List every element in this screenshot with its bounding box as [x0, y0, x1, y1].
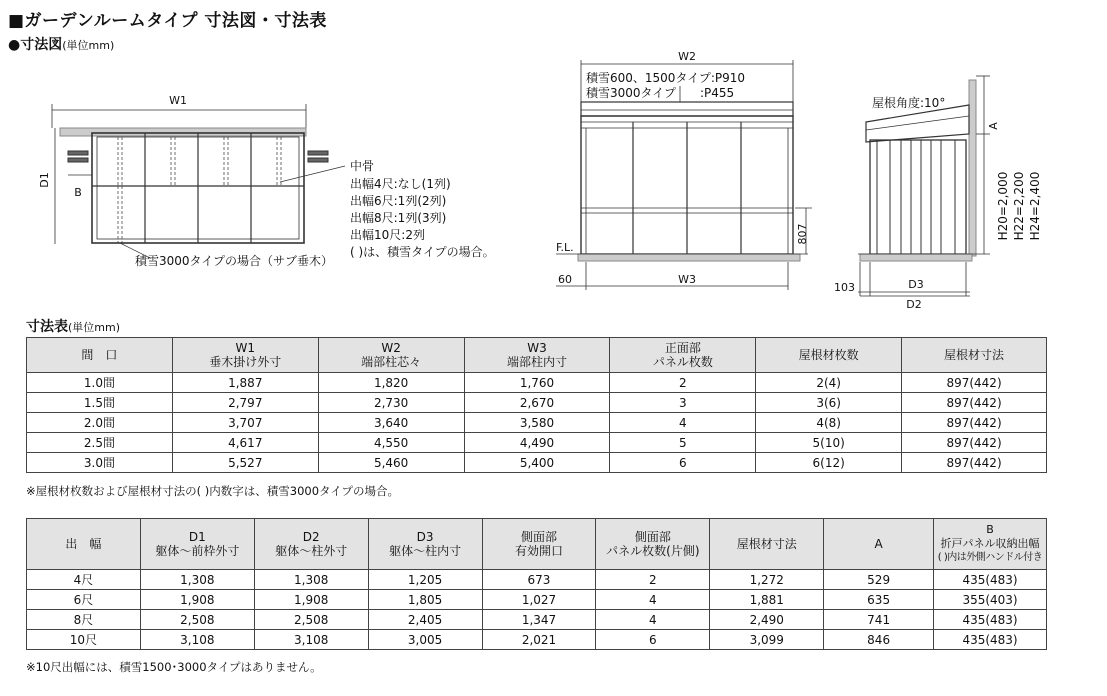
width-dimension-table [26, 337, 1047, 473]
t2-header-side-opening: 側面部 有効開口 [482, 519, 596, 570]
t2-row-cell: 435(483) [934, 610, 1047, 630]
t2-row-cell: 529 [824, 570, 934, 590]
t1-row-cell: 3,640 [318, 413, 464, 433]
side-h20-label: H20=2,000 [996, 171, 1010, 241]
t1-row-cell: 6 [610, 453, 756, 473]
t1-row-cell: 5(10) [756, 433, 902, 453]
diagram-heading-text: ●寸法図 [8, 37, 63, 53]
plan-w1-label: W1 [169, 94, 187, 107]
t1-row-cell: 897(442) [902, 373, 1047, 393]
table1-note: ※屋根材枚数および屋根材寸法の( )内数字は、積雪3000タイプの場合。 [26, 484, 399, 498]
front-snow3000-label: 積雪3000タイプ :P455 [586, 86, 735, 100]
mullion-line-5: ( )は、積雪タイプの場合。 [350, 245, 495, 259]
t2-row-cell: 8尺 [27, 610, 141, 630]
t2-row-cell: 1,205 [368, 570, 482, 590]
side-a-label: A [987, 122, 1000, 130]
t1-row [27, 393, 1047, 413]
side-103-label: 103 [834, 281, 855, 294]
t1-header-front-panels: 正面部 パネル枚数 [610, 338, 756, 373]
t1-row-cell: 1,820 [318, 373, 464, 393]
t1-row-cell: 4,617 [172, 433, 318, 453]
t1-row-cell: 1,887 [172, 373, 318, 393]
t2-row-cell: 2 [596, 570, 710, 590]
t2-row-cell: 4 [596, 590, 710, 610]
front-807-label: 807 [796, 223, 809, 245]
t2-row-cell: 6尺 [27, 590, 141, 610]
t2-row [27, 590, 1047, 610]
t2-header-b: B 折戸パネル収納出幅 ( )内は外側ハンドル付き [934, 519, 1047, 570]
t1-row-cell: 4 [610, 413, 756, 433]
t2-row-cell: 1,805 [368, 590, 482, 610]
t2-row-cell: 1,027 [482, 590, 596, 610]
t2-row-cell: 3,108 [140, 630, 254, 650]
side-d2-label: D2 [906, 298, 922, 311]
mullion-line-3: 出幅8尺:1列(3列) [350, 211, 447, 225]
t2-row-cell: 3,108 [254, 630, 368, 650]
t1-row-cell: 4,550 [318, 433, 464, 453]
t1-row [27, 453, 1047, 473]
front-w2-label: W2 [678, 50, 696, 63]
t2-row-cell: 1,272 [710, 570, 824, 590]
t2-row-cell: 1,881 [710, 590, 824, 610]
plan-b-label: B [74, 186, 82, 199]
plan-view [52, 104, 345, 258]
t1-row-cell: 1.0間 [27, 373, 173, 393]
t1-row [27, 433, 1047, 453]
side-h24-label: H24=2,400 [1028, 171, 1042, 241]
t1-header-w2: W2 端部柱芯々 [318, 338, 464, 373]
t1-row-cell: 3 [610, 393, 756, 413]
t1-row-cell: 5,400 [464, 453, 610, 473]
t1-row-cell: 3.0間 [27, 453, 173, 473]
t1-row-cell: 897(442) [902, 393, 1047, 413]
front-fl-label: F.L. [556, 241, 574, 254]
plan-d1-label: D1 [38, 172, 51, 188]
t1-row-cell: 2.5間 [27, 433, 173, 453]
t1-row-cell: 897(442) [902, 433, 1047, 453]
table-heading-text: 寸法表 [26, 319, 68, 335]
t2-row-cell: 2,405 [368, 610, 482, 630]
t2-row-cell: 4 [596, 610, 710, 630]
t2-row [27, 610, 1047, 630]
t1-row-cell: 2,730 [318, 393, 464, 413]
table-unit: (単位mm) [68, 321, 121, 334]
front-snow600-label: 積雪600、1500タイプ:P910 [586, 71, 746, 85]
t2-row-cell: 3,005 [368, 630, 482, 650]
t2-header-d3: D3 躯体～柱内寸 [368, 519, 482, 570]
t2-row-cell: 6 [596, 630, 710, 650]
t2-row-cell: 2,021 [482, 630, 596, 650]
t1-row-cell: 3(6) [756, 393, 902, 413]
t1-row-cell: 1,760 [464, 373, 610, 393]
t2-row [27, 570, 1047, 590]
t1-header-frontage: 間 口 [27, 338, 173, 373]
t2-header-a: A [824, 519, 934, 570]
t1-row-cell: 1.5間 [27, 393, 173, 413]
t2-row-cell: 1,908 [140, 590, 254, 610]
t2-header-depth: 出 幅 [27, 519, 141, 570]
t1-header-w3: W3 端部柱内寸 [464, 338, 610, 373]
side-h22-label: H22=2,200 [1012, 171, 1026, 241]
t1-row [27, 413, 1047, 433]
mullion-line-1: 出幅4尺:なし(1列) [350, 177, 451, 191]
t1-row-cell: 3,580 [464, 413, 610, 433]
table2-note: ※10尺出幅には、積雪1500･3000タイプはありません。 [26, 660, 322, 674]
front-60-label: 60 [558, 273, 572, 286]
t1-row-cell: 2 [610, 373, 756, 393]
t2-row-cell: 4尺 [27, 570, 141, 590]
depth-dimension-table [26, 518, 1047, 650]
side-d3-label: D3 [908, 278, 924, 291]
t1-row-cell: 5,527 [172, 453, 318, 473]
mullion-line-2: 出幅6尺:1列(2列) [350, 194, 447, 208]
t1-row-cell: 2,670 [464, 393, 610, 413]
t1-header-roof-size: 屋根材寸法 [902, 338, 1047, 373]
t1-row-cell: 3,707 [172, 413, 318, 433]
t2-row-cell: 435(483) [934, 570, 1047, 590]
t1-row-cell: 897(442) [902, 413, 1047, 433]
t1-header-roof-count: 屋根材枚数 [756, 338, 902, 373]
t2-header-side-panels: 側面部 パネル枚数(片側) [596, 519, 710, 570]
t1-row-cell: 5 [610, 433, 756, 453]
t2-row [27, 630, 1047, 650]
t2-row-cell: 355(403) [934, 590, 1047, 610]
table1-header-row [27, 338, 1047, 373]
t2-row-cell: 10尺 [27, 630, 141, 650]
page-title: ■ガーデンルームタイプ 寸法図・寸法表 [8, 11, 327, 31]
t2-row-cell: 1,308 [254, 570, 368, 590]
table-heading [26, 316, 120, 336]
t1-row-cell: 6(12) [756, 453, 902, 473]
plan-sub-rafter-note: 積雪3000タイプの場合（サブ垂木） [135, 254, 333, 268]
t1-header-w1: W1 垂木掛け外寸 [172, 338, 318, 373]
t2-row-cell: 1,308 [140, 570, 254, 590]
t2-row-cell: 2,508 [254, 610, 368, 630]
t2-header-d2: D2 躯体～柱外寸 [254, 519, 368, 570]
dimension-diagram [0, 0, 1107, 312]
diagram-unit: (単位mm) [62, 39, 115, 52]
t1-row [27, 373, 1047, 393]
t2-row-cell: 741 [824, 610, 934, 630]
t1-row-cell: 2,797 [172, 393, 318, 413]
mullion-line-4: 出幅10尺:2列 [350, 228, 425, 242]
t2-row-cell: 2,508 [140, 610, 254, 630]
t2-header-d1: D1 躯体～前枠外寸 [140, 519, 254, 570]
mullion-title: 中骨 [350, 159, 375, 173]
t2-row-cell: 846 [824, 630, 934, 650]
t2-row-cell: 3,099 [710, 630, 824, 650]
t1-row-cell: 5,460 [318, 453, 464, 473]
t2-row-cell: 2,490 [710, 610, 824, 630]
front-w3-label: W3 [678, 273, 696, 286]
t1-row-cell: 2.0間 [27, 413, 173, 433]
t2-row-cell: 635 [824, 590, 934, 610]
t2-row-cell: 1,908 [254, 590, 368, 610]
t2-row-cell: 1,347 [482, 610, 596, 630]
t1-row-cell: 2(4) [756, 373, 902, 393]
t1-row-cell: 897(442) [902, 453, 1047, 473]
t2-row-cell: 673 [482, 570, 596, 590]
t1-row-cell: 4(8) [756, 413, 902, 433]
table2-header-row [27, 519, 1047, 570]
t2-header-roof-size: 屋根材寸法 [710, 519, 824, 570]
t1-row-cell: 4,490 [464, 433, 610, 453]
side-roof-angle-label: 屋根角度:10° [872, 96, 946, 110]
t2-row-cell: 435(483) [934, 630, 1047, 650]
